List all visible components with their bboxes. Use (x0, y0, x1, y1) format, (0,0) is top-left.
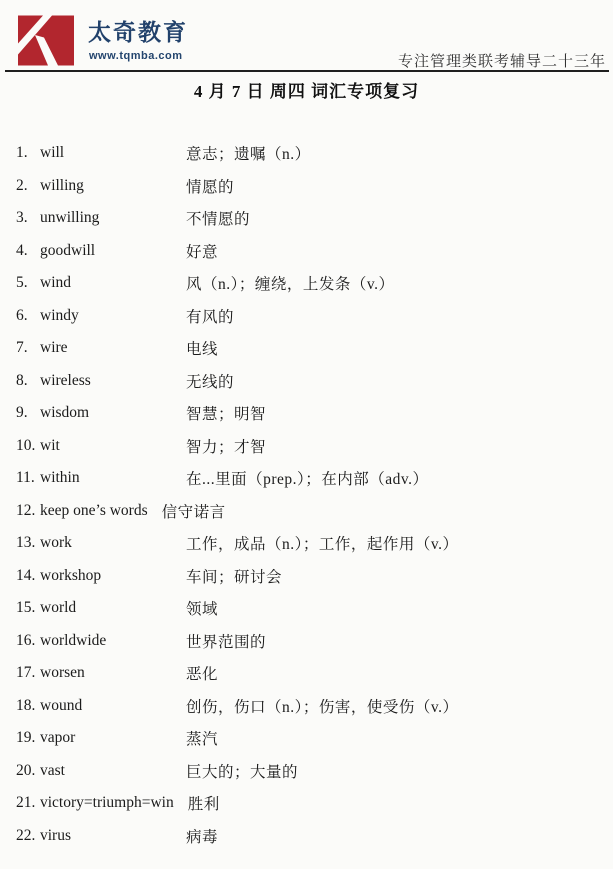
item-word: world (40, 599, 77, 617)
item-number: 12. (16, 501, 36, 519)
vocab-row (16, 625, 605, 658)
item-word: keep one’s words (40, 501, 148, 519)
item-definition: 车间；研讨会 (186, 568, 283, 586)
vocab-list (16, 137, 605, 852)
vocab-row (16, 397, 605, 430)
item-number: 21. (16, 794, 36, 812)
item-number: 19. (16, 729, 36, 747)
vocab-row (16, 332, 605, 365)
vocab-row (16, 657, 605, 690)
item-number: 18. (16, 696, 36, 714)
vocab-row (16, 592, 605, 625)
vocab-row (16, 462, 605, 495)
item-number: 10. (16, 436, 36, 454)
brand-url: www.tqmba.com (89, 50, 183, 62)
item-definition: 创伤，伤口（n.）；伤害，使受伤（v.） (186, 698, 459, 716)
item-definition: 蒸汽 (186, 731, 219, 749)
item-word: virus (40, 826, 71, 844)
vocab-row (16, 430, 605, 463)
item-definition: 好意 (186, 243, 219, 261)
vocab-row (16, 787, 605, 820)
item-word: windy (40, 306, 79, 324)
item-definition: 有风的 (186, 308, 235, 326)
item-definition: 领域 (186, 601, 219, 619)
vocab-row (16, 527, 605, 560)
item-word: victory=triumph=win (40, 794, 174, 812)
vocab-row (16, 495, 605, 528)
item-definition: 不情愿的 (186, 211, 251, 229)
item-number: 5. (16, 274, 28, 292)
item-word: wit (40, 436, 60, 454)
item-word: worsen (40, 664, 85, 682)
item-definition: 风（n.）；缠绕，上发条（v.） (186, 276, 395, 294)
item-word: work (40, 534, 72, 552)
item-definition: 工作，成品（n.）；工作，起作用（v.） (186, 536, 459, 554)
vocab-row (16, 137, 605, 170)
item-word: wire (40, 339, 68, 357)
item-definition: 意志；遗嘱（n.） (186, 146, 311, 164)
vocab-row (16, 755, 605, 788)
vocab-row (16, 560, 605, 593)
vocab-row (16, 170, 605, 203)
header (0, 0, 613, 71)
item-definition: 世界范围的 (186, 633, 267, 651)
item-number: 7. (16, 339, 28, 357)
item-definition: 信守诺言 (161, 503, 226, 521)
item-word: vapor (40, 729, 76, 747)
brand-name: 太奇教育 (88, 19, 188, 45)
item-definition: 病毒 (186, 828, 219, 846)
item-number: 22. (16, 826, 36, 844)
vocab-row (16, 690, 605, 723)
item-word: will (40, 144, 65, 162)
item-number: 8. (16, 371, 28, 389)
item-number: 11. (16, 469, 35, 487)
item-number: 6. (16, 306, 28, 324)
item-definition: 情愿的 (186, 178, 235, 196)
vocab-row (16, 300, 605, 333)
item-word: willing (40, 176, 84, 194)
item-number: 16. (16, 631, 36, 649)
item-number: 1. (16, 144, 28, 162)
item-definition: 无线的 (186, 373, 235, 391)
item-number: 9. (16, 404, 28, 422)
vocab-row (16, 235, 605, 268)
item-definition: 恶化 (186, 666, 219, 684)
item-word: wireless (40, 371, 91, 389)
header-tagline: 专注管理类联考辅导二十三年 (397, 54, 606, 70)
item-number: 2. (16, 176, 28, 194)
item-definition: 智力；才智 (186, 438, 267, 456)
vocab-row (16, 202, 605, 235)
item-number: 4. (16, 241, 28, 259)
item-word: wound (40, 696, 83, 714)
item-word: wind (40, 274, 71, 292)
item-word: unwilling (40, 209, 100, 227)
item-word: worldwide (40, 631, 107, 649)
item-number: 17. (16, 664, 36, 682)
vocab-row (16, 365, 605, 398)
vocab-row (16, 267, 605, 300)
item-number: 13. (16, 534, 36, 552)
page-title: 4 月 7 日 周四 词汇专项复习 (193, 82, 420, 101)
header-divider (5, 70, 609, 72)
vocab-row (16, 722, 605, 755)
item-definition: 胜利 (187, 796, 220, 814)
item-definition: 电线 (186, 341, 219, 359)
item-number: 20. (16, 761, 36, 779)
item-word: wisdom (40, 404, 90, 422)
item-number: 15. (16, 599, 36, 617)
item-number: 14. (16, 566, 36, 584)
item-word: vast (40, 761, 65, 779)
item-definition: 在...里面（prep.）；在内部（adv.） (186, 471, 429, 489)
vocab-row (16, 820, 605, 853)
item-number: 3. (16, 209, 28, 227)
item-word: goodwill (40, 241, 96, 259)
taiqi-logo-icon (18, 15, 74, 66)
item-definition: 智慧；明智 (186, 406, 267, 424)
item-word: within (40, 469, 80, 487)
item-definition: 巨大的；大量的 (186, 763, 299, 781)
item-word: workshop (40, 566, 102, 584)
